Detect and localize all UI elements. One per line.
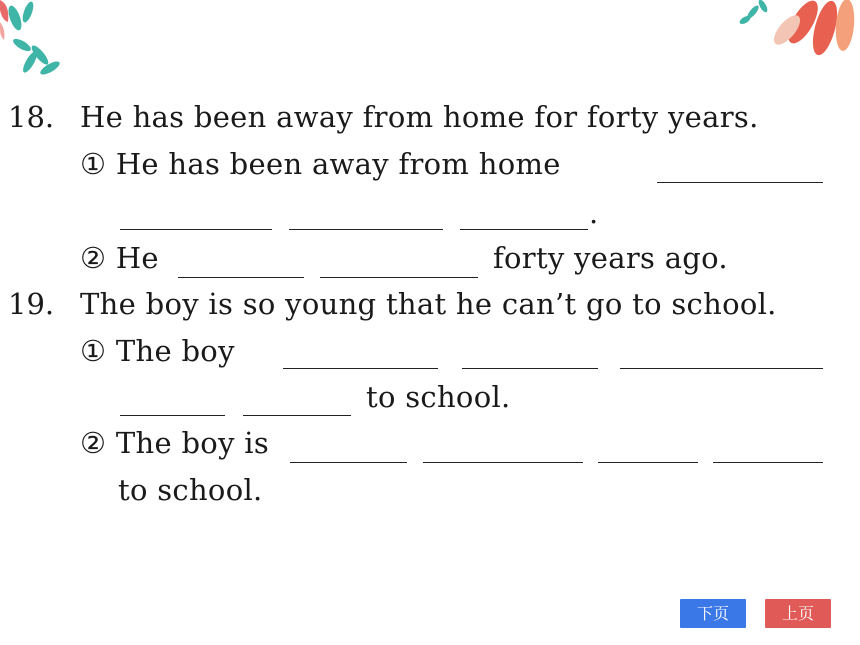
answer-blank[interactable]	[120, 207, 272, 230]
answer-blank[interactable]	[620, 346, 823, 369]
question-19-sentence: The boy is so young that he can’t go to school.	[80, 287, 777, 321]
question-18-number: 18.	[8, 100, 55, 134]
q18-part2-text-before: He	[115, 241, 159, 275]
q19-part1-text-after: to school.	[366, 380, 511, 414]
next-page-button[interactable]: 下页	[680, 599, 746, 628]
answer-blank[interactable]	[243, 393, 351, 416]
answer-blank[interactable]	[290, 440, 407, 463]
answer-blank[interactable]	[598, 440, 698, 463]
q18-part1-line1	[80, 147, 561, 181]
circled-2-marker: ②	[80, 426, 107, 460]
q19-part1-line1	[80, 334, 235, 368]
q19-part2-text: The boy is	[115, 426, 270, 460]
answer-blank[interactable]	[657, 160, 823, 183]
question-19-number: 19.	[8, 287, 55, 321]
q18-part2-text-after: forty years ago.	[493, 241, 728, 275]
leaf-decoration-left	[0, 0, 80, 90]
q19-part1-text: The boy	[115, 334, 235, 368]
period: .	[589, 196, 599, 230]
answer-blank[interactable]	[178, 255, 304, 278]
previous-page-button[interactable]: 上页	[765, 599, 831, 628]
q19-part2-line	[80, 426, 269, 460]
circled-1-marker: ①	[80, 334, 107, 368]
circled-2-marker: ②	[80, 241, 107, 275]
question-18-sentence: He has been away from home for forty years.	[80, 100, 759, 134]
answer-blank[interactable]	[460, 207, 588, 230]
answer-blank[interactable]	[320, 255, 478, 278]
answer-blank[interactable]	[462, 346, 598, 369]
answer-blank[interactable]	[713, 440, 823, 463]
q18-part2-line	[80, 241, 159, 275]
answer-blank[interactable]	[283, 346, 438, 369]
answer-blank[interactable]	[289, 207, 443, 230]
answer-blank[interactable]	[120, 393, 225, 416]
q18-part1-text: He has been away from home	[115, 147, 561, 181]
answer-blank[interactable]	[423, 440, 583, 463]
circled-1-marker: ①	[80, 147, 107, 181]
leaf-decoration-right	[735, 0, 860, 70]
q19-part2-text-after: to school.	[118, 473, 263, 507]
